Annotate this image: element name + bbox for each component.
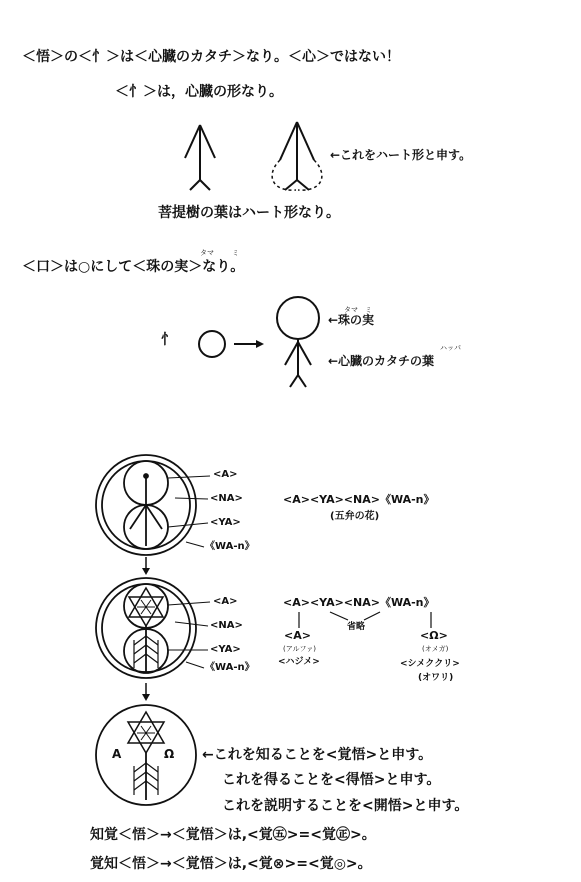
d1-label-na: <NA> — [210, 493, 243, 504]
d2-omega-meaning-2: (オワリ) — [418, 673, 454, 683]
satori-line-2: これを得ることを<得悟>と申す。 — [222, 772, 441, 788]
d2-label-na: <NA> — [210, 620, 243, 631]
down-arrow-1-head — [142, 568, 150, 575]
d1-formula: <A><YA><NA>《WA-n》 — [283, 493, 435, 506]
satori-line-1: ←これを知ることを<覚悟>と申す。 — [202, 747, 433, 763]
tama-label: ←珠の実 — [328, 313, 375, 327]
mouth-line: ＜口＞は○にして＜珠の実＞なり。 — [22, 259, 245, 275]
ruby-tama-2: タマ — [344, 306, 358, 314]
d2-label-ya: <YA> — [210, 644, 241, 655]
ruby-mi: ミ — [232, 249, 239, 257]
d2-omega-meaning: <シメククリ> — [400, 659, 460, 669]
d3-omega-letter: Ω — [164, 747, 175, 761]
d2-label-a: <A> — [213, 596, 238, 607]
star-tree-diagram — [96, 578, 210, 678]
d1-label-a: <A> — [213, 469, 238, 480]
ruby-tama: タマ — [200, 249, 214, 257]
d2-omit: 省略 — [347, 622, 366, 632]
bodhi-leaf-line: 菩提樹の葉はハート形なり。 — [158, 205, 340, 221]
leaf-stick-figure — [185, 125, 215, 190]
d2-formula: <A><YA><NA>《WA-n》 — [283, 596, 435, 609]
ruby-happa: ハッパ — [440, 344, 461, 352]
leaf-label: ←心臓のカタチの葉 — [328, 354, 435, 368]
d1-label-wan: 《WA-n》 — [205, 541, 255, 552]
satori-line-3: これを説明することを<開悟>と申す。 — [222, 798, 469, 814]
heart-shape-label: ←これをハート形と申す。 — [330, 148, 472, 162]
arrow-head — [256, 340, 264, 348]
ruby-mi-2: ミ — [365, 306, 372, 314]
formula-line-2: 覚知＜悟＞→＜覚悟＞は,<覚⊗>=<覚◎>。 — [90, 856, 372, 872]
intro-line-1: ＜悟＞の＜忄＞は＜心臓のカタチ＞なり。＜心＞ではない！ — [22, 49, 400, 65]
d2-alpha-meaning: <ハジメ> — [278, 657, 320, 667]
d2-alpha: <A> — [284, 629, 311, 642]
d1-caption: (五弁の花) — [330, 511, 380, 522]
heart-leaf-figure — [272, 122, 322, 190]
down-arrow-2-head — [142, 694, 150, 701]
alpha-omega-diagram — [96, 705, 196, 805]
d2-omega: <Ω> — [420, 629, 448, 642]
five-petal-flower-diagram — [96, 455, 210, 555]
mouth-circle — [199, 331, 225, 357]
formula-line-1: 知覚＜悟＞→＜覚悟＞は,<覚㊄>=<覚㊣>。 — [90, 827, 376, 843]
kokoro-radical: 忄 — [161, 332, 175, 348]
person-figure — [277, 297, 319, 387]
omission-connectors — [299, 612, 431, 628]
d1-label-ya: <YA> — [210, 517, 241, 528]
d2-label-wan: 《WA-n》 — [205, 662, 255, 673]
d2-omega-ruby: (オメガ) — [422, 645, 449, 653]
d2-alpha-ruby: (アルファ) — [283, 645, 317, 653]
intro-line-2: ＜忄＞は，心臓の形なり。 — [115, 84, 283, 100]
d3-alpha-letter: A — [112, 747, 122, 761]
